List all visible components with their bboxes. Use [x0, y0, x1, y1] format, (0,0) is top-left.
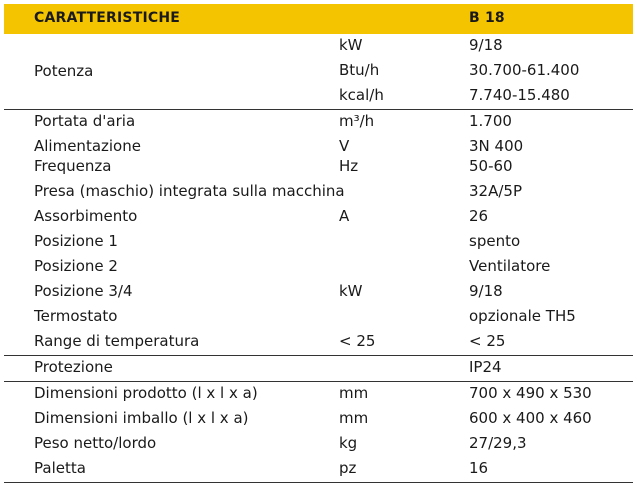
value-cell: 9/18: [469, 282, 503, 300]
value-cell: 1.700: [469, 112, 512, 130]
label-cell: Alimentazione: [34, 137, 141, 155]
header-characteristics: CARATTERISTICHE: [34, 10, 181, 26]
value-cell: < 25: [469, 332, 506, 350]
label-cell: Termostato: [34, 307, 118, 325]
label-cell: Posizione 2: [34, 257, 118, 275]
unit-cell: V: [339, 137, 350, 155]
dimensions-group: [4, 381, 633, 482]
value-cell: 9/18: [469, 36, 503, 54]
unit-cell: < 25: [339, 332, 376, 350]
table-row: [4, 457, 633, 482]
unit-cell: Hz: [339, 157, 359, 175]
value-cell: Ventilatore: [469, 257, 551, 275]
label-cell: Posizione 3/4: [34, 282, 133, 300]
unit-cell: kcal/h: [339, 86, 384, 104]
label-cell: Presa (maschio) integrata sulla macchina: [34, 182, 345, 200]
table-row: [4, 356, 633, 381]
table-row: [4, 230, 633, 255]
unit-cell: kg: [339, 434, 358, 452]
power-group: [4, 34, 633, 109]
table-row: [4, 84, 633, 109]
power-label: Potenza: [34, 62, 94, 80]
table-row: [4, 135, 633, 155]
unit-cell: Btu/h: [339, 61, 380, 79]
value-cell: 7.740-15.480: [469, 86, 570, 104]
unit-cell: kW: [339, 36, 363, 54]
unit-cell: A: [339, 207, 350, 225]
table-row: [4, 280, 633, 305]
table-bottom-rule: [4, 482, 633, 483]
label-cell: Assorbimento: [34, 207, 138, 225]
table-row: [4, 255, 633, 280]
unit-cell: mm: [339, 409, 369, 427]
unit-cell: m³/h: [339, 112, 375, 130]
value-cell: opzionale TH5: [469, 307, 576, 325]
label-cell: Dimensioni imballo (l x l x a): [34, 409, 249, 427]
value-cell: 50-60: [469, 157, 513, 175]
table-row: [4, 407, 633, 432]
table-row: [4, 155, 633, 180]
unit-cell: pz: [339, 459, 357, 477]
value-cell: 30.700-61.400: [469, 61, 580, 79]
table-row: [4, 330, 633, 355]
label-cell: Dimensioni prodotto (l x l x a): [34, 384, 258, 402]
value-cell: 700 x 490 x 530: [469, 384, 592, 402]
table-row: [4, 382, 633, 407]
value-cell: 600 x 400 x 460: [469, 409, 592, 427]
header-model: B 18: [469, 10, 505, 26]
spec-table: [4, 4, 633, 483]
label-cell: Frequenza: [34, 157, 112, 175]
label-cell: Peso netto/lordo: [34, 434, 157, 452]
table-row: [4, 205, 633, 230]
value-cell: 3N 400: [469, 137, 524, 155]
value-cell: 26: [469, 207, 489, 225]
table-row: [4, 432, 633, 457]
label-cell: Portata d'aria: [34, 112, 136, 130]
value-cell: IP24: [469, 358, 502, 376]
unit-cell: mm: [339, 384, 369, 402]
table-row: [4, 34, 633, 59]
label-cell: Paletta: [34, 459, 86, 477]
label-cell: Range di temperatura: [34, 332, 200, 350]
table-row: [4, 59, 633, 84]
label-cell: Protezione: [34, 358, 113, 376]
unit-cell: kW: [339, 282, 363, 300]
table-row: [4, 305, 633, 330]
label-cell: Posizione 1: [34, 232, 118, 250]
table-header: [4, 4, 633, 34]
table-row: [4, 110, 633, 135]
protection-group: [4, 355, 633, 381]
value-cell: 16: [469, 459, 489, 477]
value-cell: 32A/5P: [469, 182, 522, 200]
value-cell: spento: [469, 232, 521, 250]
table-row: [4, 180, 633, 205]
value-cell: 27/29,3: [469, 434, 527, 452]
electrical-group: [4, 109, 633, 355]
